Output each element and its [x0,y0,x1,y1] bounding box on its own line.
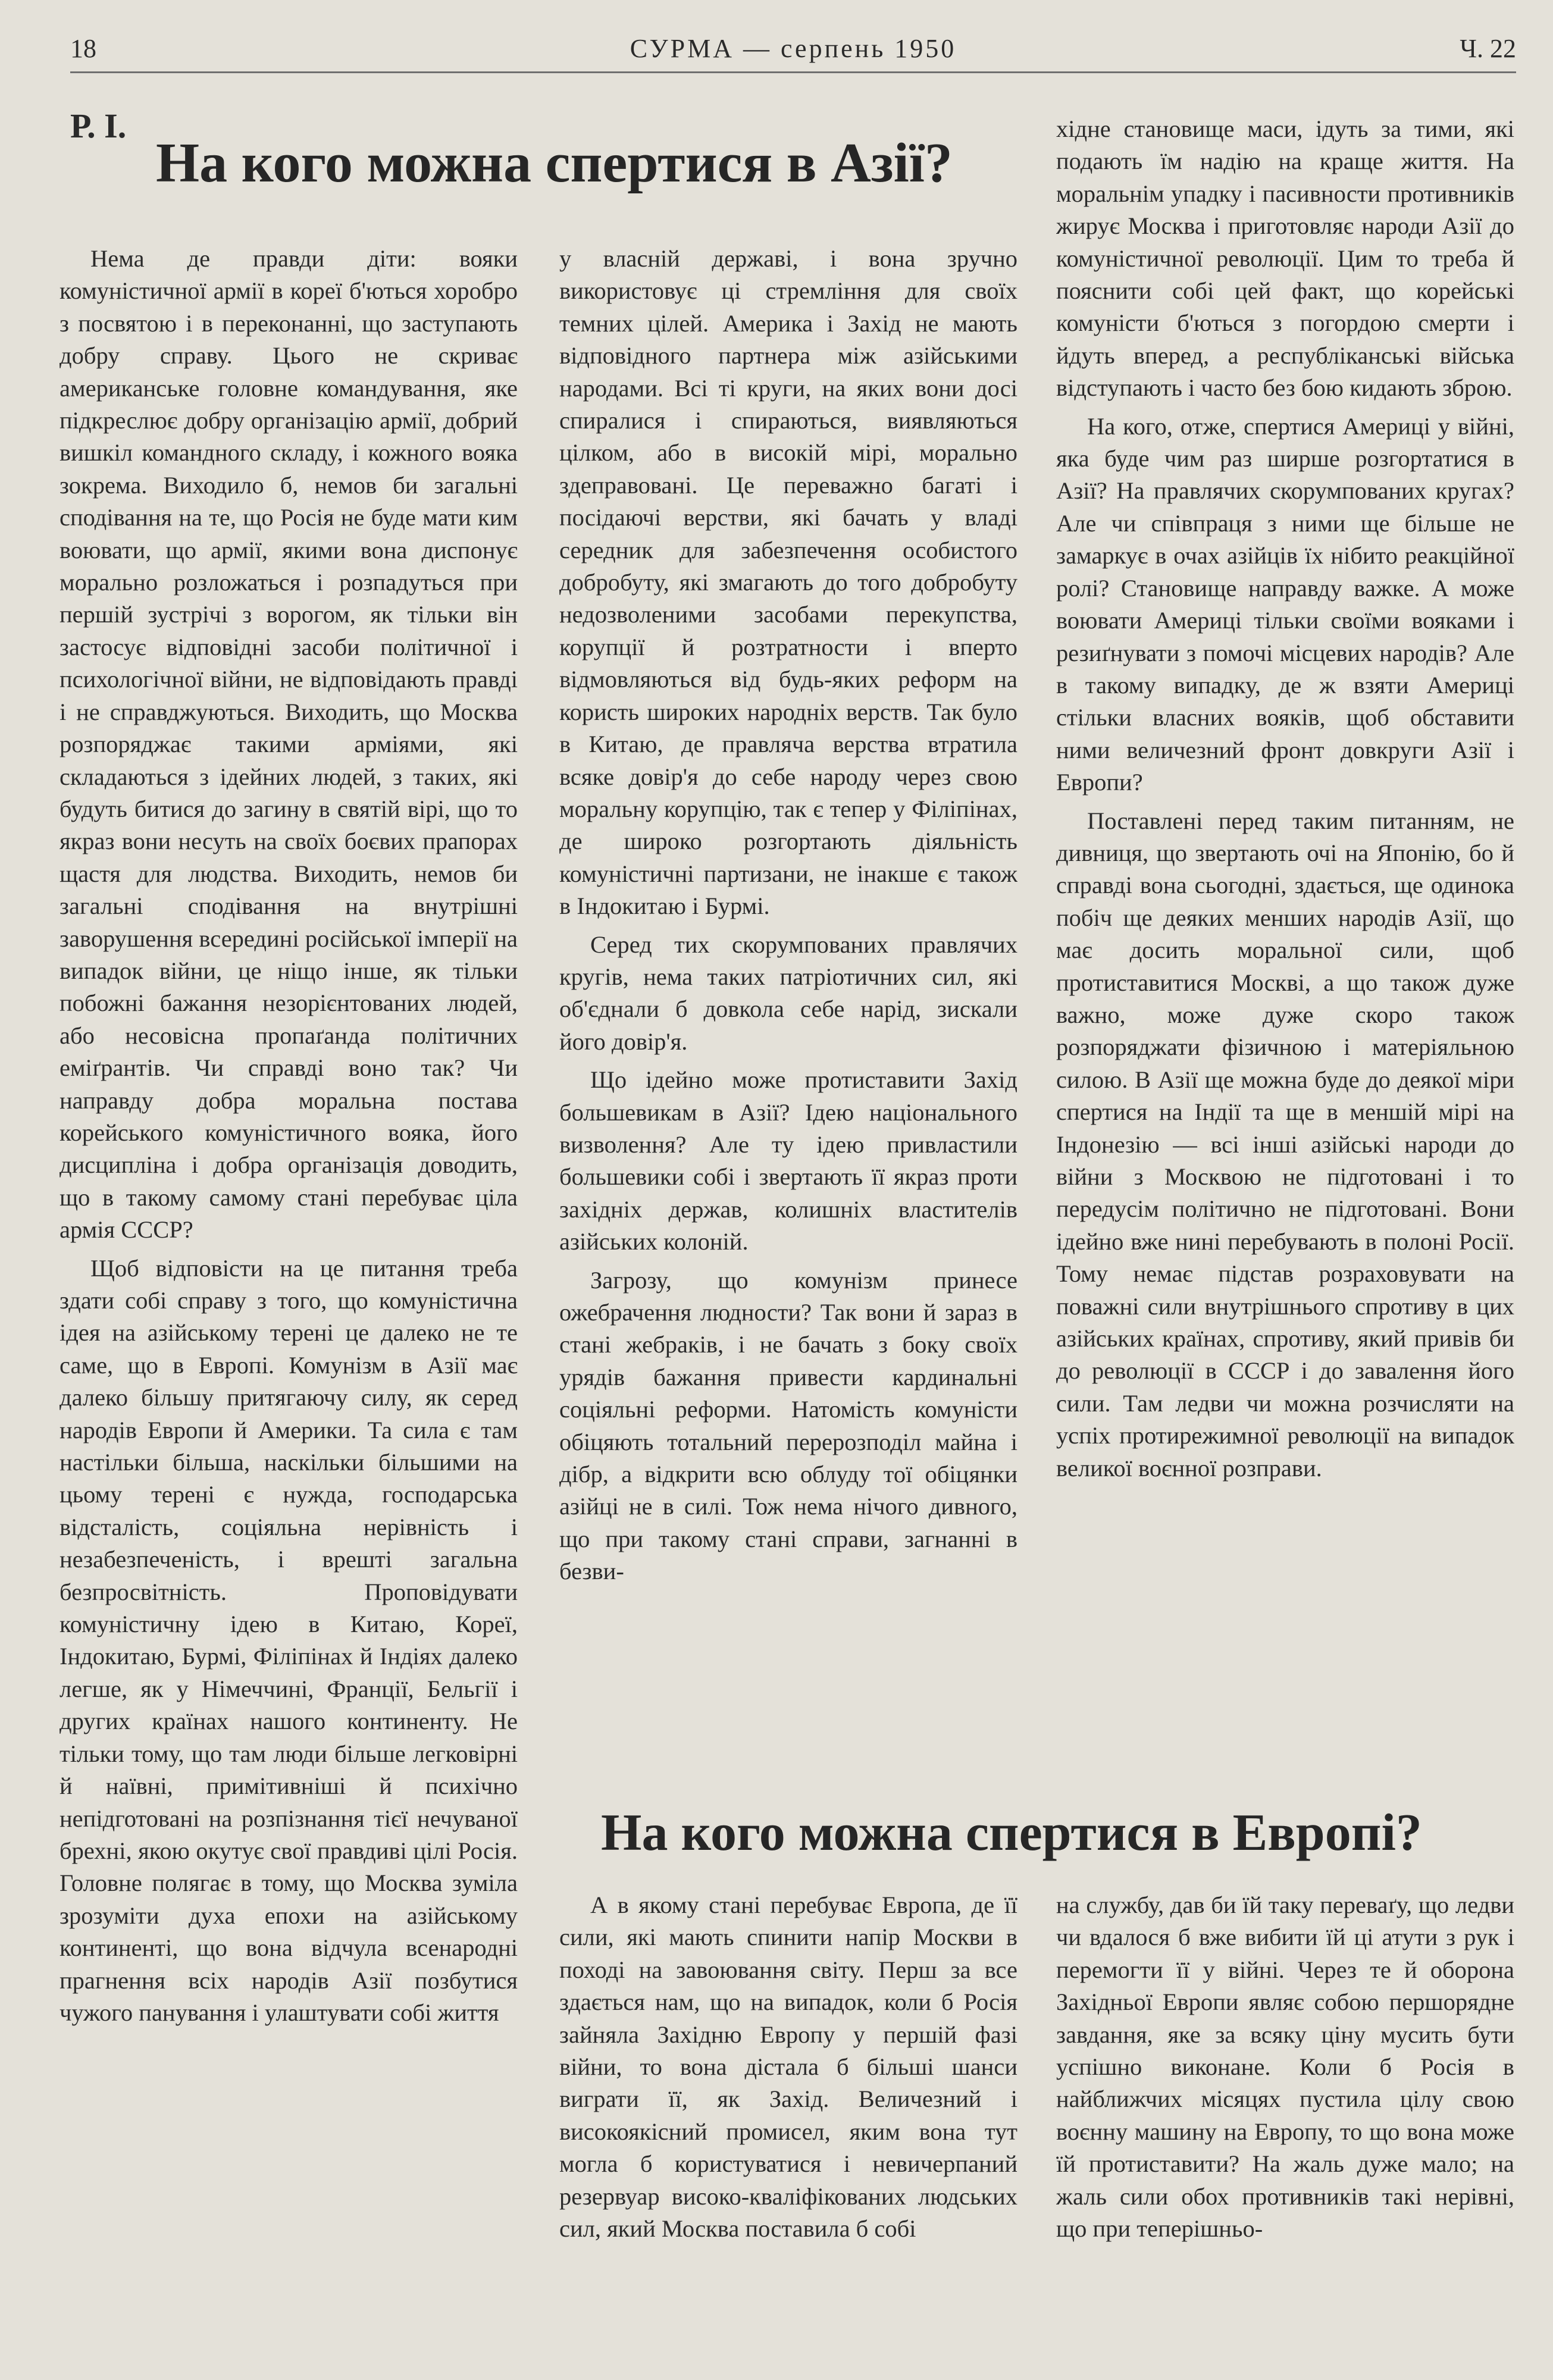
article1-column-3 [1056,113,1514,1743]
article-author: Р. І. [70,107,127,145]
issue-number: Ч. 22 [1460,34,1516,63]
paragraph: Загрозу, що комунізм принесе ожебрачення людности? Так вони й зараз в стані жебраків, і не бачать з боку своїх урядів бажання привести кардинальні соціяльні реформи. Натомість комуністи обіцяють тотальний перерозподіл майна і дібр, а відкрити всю облуду тої обіцянки азійці не в силі. Тож нема нічого дивного, що при такому стані справи, загнанні в безви- [559,1266,1017,1585]
paragraph: у власній державі, і вона зручно використовує ці стремління для своїх темних цілей. Америка і Захід не мають відповідного партнера між азійськими народами. Всі ті круги, на яких вони досі спиралися і спираються, виявляються цілком, або в високій мірі, морально здеправовані. Це переважно багаті і посідаючі верстви, які бачать у владі середник для забезпечення особистого добробуту, які змагають до того добробуту недозволеними засобами перекупства, корупції й розтратности і вперто відмовляються від будь-яких реформ на користь широких народніх верств. Так було в Китаю, де правляча верства втратила всяке довір'я до себе народу через свою моральну корупцію, так є тепер у Філіпінах, де широко розгортають діяльність комуністичні партизани, не інакше є також в Індокитаю і Бурмі. [559,245,1017,920]
article2-column-2 [1056,1889,1514,2341]
article1-column-2 [559,243,1017,1742]
header-rule [70,71,1516,73]
paragraph: Поставлені перед таким питанням, не дивниця, що звертають очі на Японію, бо й справді вона сьогодні, здається, ще одинока побіч ще деяких менших народів Азії, що має досить моральної сили, щоб протиставитися Москві, а що також дуже важно, може дуже скоро також розпоряджати фізичною і матеріяльною силою. В Азії ще можна буде до деякої міри спертися на Індії та ще в меншій мірі на Індонезію — всі інші азійські народи до війни з Москвою не підготовані і то передусім політично не підготовані. Вони ідейно вже нині перебувають в полоні Росії. Тому немає підстав розраховувати на поважні сили внутрішнього спротиву в цих азійських країнах, спротиву, який привів би до революції в СССР і до завалення його сили. Там ледви чи можна розчисляти на успіх протирежимної революції на випадок великої воєнної розправи. [1056,807,1514,1482]
page-number: 18 [70,34,96,63]
paragraph: На кого, отже, спертися Америці у війні, яка буде чим раз ширше розгортатися в Азії? На правлячих скорумпованих кругах? Але чи співпраця з ними ще більше не замаркує в очах азійців їх нібито реакційної ролі? Становище направду важке. А може воювати Америці тільки своїми вояками і резиґнувати з помочі місцевих народів? Але в такому випадку, де ж взяти Америці стільки власних вояків, щоб обставити ними величезний фронт довкруги Азії і Европи? [1056,412,1514,796]
paragraph: Нема де правди діти: вояки комуністичної армії в кореї б'ються хоробро з посвятою і в переконанні, що заступають добру справу. Цього не скриває американське головне командування, яке підкреслює добру організацію армії, добрий вишкіл командного складу, і кожного вояка зокрема. Виходило б, немов би загальні сподівання на те, що Росія не буде мати ким воювати, що армії, якими вона диспонує морально розложаться і розпадуться при першій зустрічі з ворогом, як тільки він застосує відповідні засоби політичної і психологічної війни, не відповідають правді і не справджуються. Виходить, що Москва розпоряджає такими арміями, які складаються з ідейних людей, з таких, які будуть битися до загину в святій вірі, що то якраз вони несуть на своїх боєвих прапорах щастя для людства. Виходить, немов би загальні сподівання на внутрішні заворушення всередині російської імперії на випадок війни, це ніщо інше, як тільки побожні бажання незорієнтованих людей, або несовісна пропаґанда політичних еміґрантів. Чи справді воно так? Чи направду добра моральна постава корейського комуністичного вояка, його дисципліна і добра організація доводить, що в такому самому стані перебуває ціла армія СССР? [60,245,518,1244]
paragraph: Що ідейно може протиставити Захід большевикам в Азії? Ідею національного визволення? Але ту ідею привластили большевики собі і звертають її якраз проти західніх держав, колишніх властителів азійських колоній. [559,1066,1017,1255]
article-title-asia: На кого можна спертися в Азії? [156,132,953,194]
article1-column-1 [60,243,518,2343]
publication-title: СУРМА — серпень 1950 [630,34,957,63]
paragraph: на службу, дав би їй таку переваґу, що ледви чи вдалося б вже вибити їй ці атути з рук і перемогти її у війні. Через те й оборона Західньої Европи являє собою першорядне завдання, яке за всяку ціну мусить бути успішно виконане. Коли б Росія в найближчих місяцях пустила цілу свою воєнну машину на Европу, то що вона може їй протиставити? На жаль дуже мало; на жаль сили обох противників такі нерівні, що при теперішньо- [1056,1892,1514,2243]
article2-column-1 [559,1889,1017,2341]
paragraph: Серед тих скорумпованих правлячих кругів, нема таких патріотичних сил, які об'єднали б довкола себе нарід, зискали його довір'я. [559,931,1017,1055]
paragraph: Щоб відповісти на це питання треба здати собі справу з того, що комуністична ідея на азійському терені це далеко не те саме, що в Европі. Комунізм в Азії має далеко більшу притягаючу силу, як серед народів Европи й Америки. Та сила є там настільки більша, наскільки більшими на цьому терені є нужда, господарська відсталість, соціяльна нерівність і незабезпеченість, і врешті загальна безпросвітність. Проповідувати комуністичну ідею в Китаю, Кореї, Індокитаю, Бурмі, Філіпінах й Індіях далеко легше, як у Німеччині, Франції, Бельгії і других країнах нашого континенту. Не тільки тому, що там люди більше легковірні й наївні, примітивніші й психічно непідготовані на розпізнання тієї нечуваної брехні, якою окутує свої правдиві цілі Росія. Головне полягає в тому, що Москва зуміла зрозуміти духа епохи на азійському континенті, що вона відчула всенародні прагнення всіх народів Азії позбутися чужого панування і улаштувати собі життя [60,1254,518,2026]
article-title-europe: На кого можна спертися в Европі? [601,1804,1422,1862]
running-header [70,30,1516,68]
paragraph: А в якому стані перебуває Европа, де її сили, які мають спинити напір Москви в поході на завоювання світу. Перш за все здається нам, що на випадок, коли б Росія зайняла Західню Европу у першій фазі війни, то вона дістала б більші шанси виграти її, як Захід. Величезний і високоякісний промисел, яким вона тут могла б користуватися і невичерпаний резервуар високо-кваліфікованих людських сил, який Москва поставила б собі [559,1892,1017,2243]
paragraph: хідне становище маси, ідуть за тими, які подають їм надію на краще життя. На моральнім упадку і пасивности противників жирує Москва і приготовляє народи Азії до комуністичної революції. Цим то треба й пояснити собі цей факт, що корейські комуністи б'ються з погордою смерти і йдуть вперед, а республіканські війська відступають і часто без бою кидають зброю. [1056,115,1514,402]
